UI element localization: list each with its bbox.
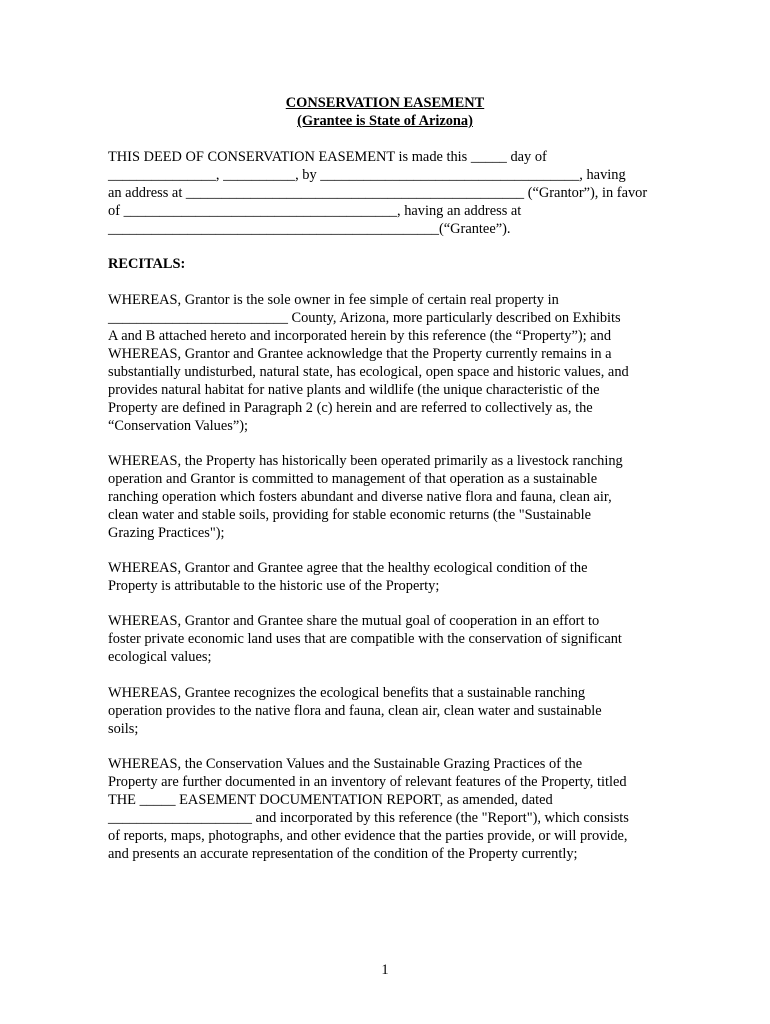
document-subtitle: (Grantee is State of Arizona) [297,113,473,129]
paragraph-line: of reports, maps, photographs, and other evidence that the parties provide, or will provide, [108,828,628,844]
paragraph-line: WHEREAS, Grantor and Grantee acknowledge that the Property currently remains in a [108,346,612,362]
paragraph-line: Property are further documented in an inventory of relevant features of the Property, titled [108,774,627,790]
paragraph-line: Property is attributable to the historic use of the Property; [108,578,440,594]
paragraph-line: ranching operation which fosters abundant and diverse native flora and fauna, clean air, [108,489,612,505]
paragraph-line: WHEREAS, Grantee recognizes the ecological benefits that a sustainable ranching [108,685,586,701]
paragraph-line: _________________________ County, Arizona, more particularly described on Exhibits [108,310,621,326]
paragraph-line: clean water and stable soils, providing for stable economic returns (the "Sustainable [108,507,592,523]
paragraph-line: “Conservation Values”); [108,418,249,434]
paragraph-line: WHEREAS, Grantor is the sole owner in fee simple of certain real property in [108,292,559,308]
paragraph-line: WHEREAS, Grantor and Grantee agree that the healthy ecological condition of the [108,560,588,576]
paragraph-line: foster private economic land uses that are compatible with the conservation of significant [108,631,622,647]
paragraph-line: WHEREAS, Grantor and Grantee share the mutual goal of cooperation in an effort to [108,613,600,629]
paragraph-line: and presents an accurate representation of the condition of the Property currently; [108,846,578,862]
paragraph-line: WHEREAS, the Property has historically been operated primarily as a livestock ranching [108,453,623,469]
paragraph-line: ecological values; [108,649,212,665]
intro-line: _______________, __________, by ____________________________________, having [108,167,626,183]
paragraph-line: provides natural habitat for native plants and wildlife (the unique characteristic of the [108,382,600,398]
intro-line: of ______________________________________, having an address at [108,203,522,219]
paragraph-line: operation provides to the native flora and fauna, clean air, clean water and sustainable [108,703,602,719]
paragraph-line: WHEREAS, the Conservation Values and the Sustainable Grazing Practices of the [108,756,583,772]
paragraph-line: Grazing Practices"); [108,525,225,541]
intro-line: an address at _______________________________________________ (“Grantor”), in favor [108,185,648,201]
paragraph-line: substantially undisturbed, natural state, has ecological, open space and historic values, and [108,364,629,380]
paragraph-line: soils; [108,721,139,737]
page-number: 1 [381,962,389,978]
paragraph-line: operation and Grantor is committed to management of that operation as a sustainable [108,471,598,487]
paragraph-line: A and B attached hereto and incorporated herein by this reference (the “Property”); and [108,328,612,344]
paragraph-line: Property are defined in Paragraph 2 (c) herein and are referred to collectively as, the [108,400,593,416]
intro-line: THIS DEED OF CONSERVATION EASEMENT is made this _____ day of [108,149,547,165]
intro-line: ______________________________________________(“Grantee”). [108,221,511,237]
document-title: CONSERVATION EASEMENT [285,95,485,111]
paragraph-line: THE _____ EASEMENT DOCUMENTATION REPORT, as amended, dated [108,792,553,808]
recitals-heading: RECITALS: [108,256,186,272]
paragraph-line: ____________________ and incorporated by this reference (the "Report"), which consists [108,810,629,826]
